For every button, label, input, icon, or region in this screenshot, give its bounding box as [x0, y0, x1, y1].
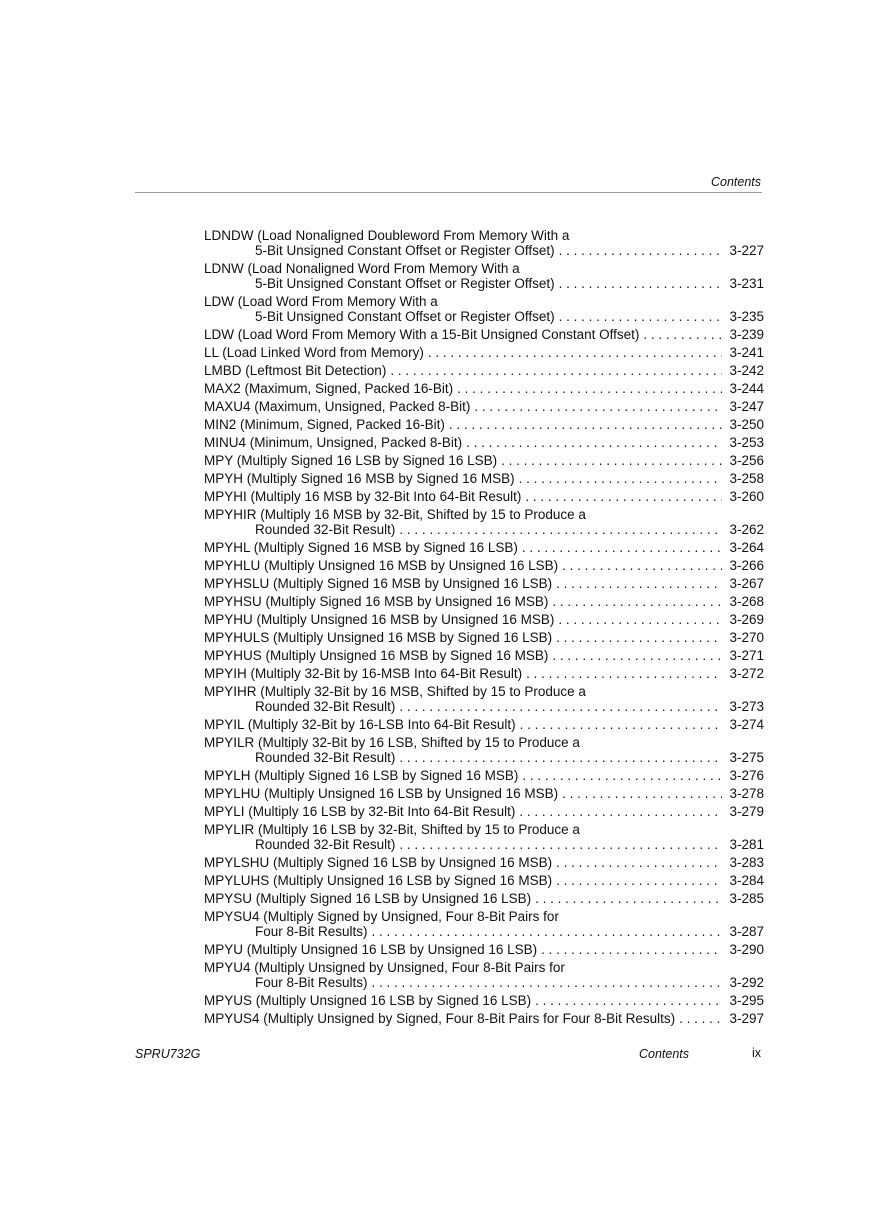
toc-entry-line: [204, 558, 764, 573]
toc-leader-dots: [399, 837, 722, 852]
toc-entry-title: Rounded 32-Bit Result): [255, 750, 396, 765]
toc-entry-line: [204, 453, 764, 468]
toc-leader-dots: [399, 522, 722, 537]
toc-leader-dots: [372, 924, 722, 939]
toc-leader-dots: [556, 873, 722, 888]
toc-entry-title: MIN2 (Minimum, Signed, Packed 16-Bit): [204, 417, 445, 432]
toc-leader-dots: [559, 309, 722, 324]
toc-page-number: 3-231: [729, 276, 764, 291]
toc-entry-title: MPYIL (Multiply 32-Bit by 16-LSB Into 64-Bit Result): [204, 717, 516, 732]
header-rule: [135, 192, 762, 193]
toc-entry[interactable]: [204, 891, 764, 909]
toc-entry-title: LDW (Load Word From Memory With a 15-Bit Unsigned Constant Offset): [204, 327, 640, 342]
toc-entry-line: [204, 327, 764, 342]
toc-leader-dots: [556, 630, 722, 645]
toc-leader-dots: [428, 345, 722, 360]
toc-page-number: 3-269: [729, 612, 764, 627]
toc-entry-title: 5-Bit Unsigned Constant Offset or Register Offset): [255, 276, 555, 291]
toc-page-number: 3-287: [729, 924, 764, 939]
toc-leader-dots: [390, 363, 722, 378]
toc-leader-dots: [522, 768, 722, 783]
toc-entry[interactable]: [204, 960, 764, 993]
toc-page-number: 3-244: [729, 381, 764, 396]
toc-page-number: 3-283: [729, 855, 764, 870]
toc-entry-title: MPYLUHS (Multiply Unsigned 16 LSB by Signed 16 MSB): [204, 873, 553, 888]
toc-entry-line: [204, 837, 764, 852]
toc-entry[interactable]: [204, 435, 764, 453]
toc-entry-title: MAX2 (Maximum, Signed, Packed 16-Bit): [204, 381, 454, 396]
toc-entry-line: [204, 435, 764, 450]
toc-entry-title: LDW (Load Word From Memory With a: [204, 294, 438, 309]
toc-entry-line: [204, 489, 764, 504]
toc-leader-dots: [526, 666, 722, 681]
toc-page-number: 3-256: [729, 453, 764, 468]
toc-entry[interactable]: [204, 594, 764, 612]
toc-leader-dots: [522, 540, 722, 555]
toc-entry[interactable]: [204, 942, 764, 960]
toc-entry-line: [204, 909, 764, 924]
toc-entry[interactable]: [204, 507, 764, 540]
toc-entry[interactable]: [204, 489, 764, 507]
toc-leader-dots: [501, 453, 722, 468]
toc-entry-line: [204, 993, 764, 1008]
toc-entry-line: [204, 924, 764, 939]
toc-leader-dots: [520, 717, 722, 732]
toc-entry-title: MPYHL (Multiply Signed 16 MSB by Signed 16 LSB): [204, 540, 518, 555]
toc-leader-dots: [643, 327, 722, 342]
toc-page-number: 3-278: [729, 786, 764, 801]
toc-entry-line: [204, 363, 764, 378]
toc-entry[interactable]: [204, 363, 764, 381]
toc-entry-line: [204, 417, 764, 432]
toc-entry-line: [204, 594, 764, 609]
toc-page-number: 3-250: [729, 417, 764, 432]
toc-entry-title: MPYHU (Multiply Unsigned 16 MSB by Unsigned 16 MSB): [204, 612, 555, 627]
toc-page-number: 3-290: [729, 942, 764, 957]
toc-leader-dots: [449, 417, 722, 432]
toc-leader-dots: [466, 435, 722, 450]
toc-entry-title: 5-Bit Unsigned Constant Offset or Register Offset): [255, 243, 555, 258]
toc-entry-title: MPYLI (Multiply 16 LSB by 32-Bit Into 64-Bit Result): [204, 804, 516, 819]
toc-page-number: 3-258: [729, 471, 764, 486]
toc-entry-line: [204, 612, 764, 627]
toc-entry-title: MPYU (Multiply Unsigned 16 LSB by Unsigned 16 LSB): [204, 942, 538, 957]
toc-entry-title: Rounded 32-Bit Result): [255, 699, 396, 714]
toc-page-number: 3-253: [729, 435, 764, 450]
toc-leader-dots: [372, 975, 722, 990]
toc-page-number: 3-284: [729, 873, 764, 888]
toc-entry-line: [204, 666, 764, 681]
toc-entry-line: [204, 891, 764, 906]
toc-entry-title: MPYH (Multiply Signed 16 MSB by Signed 16 MSB): [204, 471, 515, 486]
toc-entry-line: [204, 684, 764, 699]
toc-leader-dots: [558, 612, 722, 627]
toc-leader-dots: [556, 576, 722, 591]
toc-entry[interactable]: [204, 717, 764, 735]
toc-entry-title: MPYUS (Multiply Unsigned 16 LSB by Signed 16 LSB): [204, 993, 532, 1008]
toc-entry-line: [204, 786, 764, 801]
footer-doc-id: SPRU732G: [135, 1047, 201, 1061]
toc-entry[interactable]: [204, 993, 764, 1011]
toc-entry-title: MPYILR (Multiply 32-Bit by 16 LSB, Shifted by 15 to Produce a: [204, 735, 580, 750]
footer-section: Contents: [639, 1047, 690, 1061]
toc-entry-title: MPYHIR (Multiply 16 MSB by 32-Bit, Shifted by 15 to Produce a: [204, 507, 586, 522]
toc-entry-line: [204, 576, 764, 591]
toc-entry[interactable]: [204, 294, 764, 327]
toc-entry[interactable]: [204, 768, 764, 786]
toc-entry[interactable]: [204, 576, 764, 594]
toc-entry[interactable]: [204, 471, 764, 489]
toc-entry-title: MPYLH (Multiply Signed 16 LSB by Signed 16 MSB): [204, 768, 519, 783]
toc-entry-line: [204, 471, 764, 486]
toc-entry[interactable]: [204, 804, 764, 822]
toc-entry-line: [204, 243, 764, 258]
toc-entry-title: 5-Bit Unsigned Constant Offset or Register Offset): [255, 309, 555, 324]
footer-page-number: ix: [751, 1046, 761, 1060]
toc-leader-dots: [562, 558, 722, 573]
toc-entry[interactable]: [204, 735, 764, 768]
toc-entry-title: LL (Load Linked Word from Memory): [204, 345, 424, 360]
toc-page-number: 3-267: [729, 576, 764, 591]
toc-page-number: 3-271: [729, 648, 764, 663]
toc-entry-title: LMBD (Leftmost Bit Detection): [204, 363, 387, 378]
toc-page-number: 3-279: [729, 804, 764, 819]
toc-entry[interactable]: [204, 873, 764, 891]
toc-entry-line: [204, 1011, 764, 1026]
toc-entry[interactable]: [204, 684, 764, 717]
toc-page-number: 3-276: [729, 768, 764, 783]
toc-entry-line: [204, 768, 764, 783]
toc-page-number: 3-235: [729, 309, 764, 324]
toc-entry[interactable]: [204, 345, 764, 363]
toc-leader-dots: [535, 993, 722, 1008]
toc-leader-dots: [399, 750, 722, 765]
toc-entry-title: MPYUS4 (Multiply Unsigned by Signed, Four 8-Bit Pairs for Four 8-Bit Results): [204, 1011, 676, 1026]
toc-entry[interactable]: [204, 453, 764, 471]
toc-entry-title: MPYHI (Multiply 16 MSB by 32-Bit Into 64-Bit Result): [204, 489, 522, 504]
toc-entry-title: MPYHUS (Multiply Unsigned 16 MSB by Signed 16 MSB): [204, 648, 549, 663]
toc-entry[interactable]: [204, 261, 764, 294]
toc-entry-title: MPYSU (Multiply Signed 16 LSB by Unsigned 16 LSB): [204, 891, 532, 906]
toc-entry-title: MPYLIR (Multiply 16 LSB by 32-Bit, Shifted by 15 to Produce a: [204, 822, 580, 837]
toc-leader-dots: [562, 786, 722, 801]
toc-entry-title: MPYU4 (Multiply Unsigned by Unsigned, Four 8-Bit Pairs for: [204, 960, 565, 975]
toc-entry-line: [204, 261, 764, 276]
toc-entry-title: MAXU4 (Maximum, Unsigned, Packed 8-Bit): [204, 399, 471, 414]
toc-entry[interactable]: [204, 540, 764, 558]
header-label: Contents: [710, 175, 761, 189]
toc-entry-line: [204, 822, 764, 837]
toc-page-number: 3-242: [729, 363, 764, 378]
toc-leader-dots: [457, 381, 722, 396]
toc-leader-dots: [552, 594, 722, 609]
toc-entry-line: [204, 873, 764, 888]
toc-entry-title: Rounded 32-Bit Result): [255, 837, 396, 852]
toc-entry-line: [204, 294, 764, 309]
toc-page-number: 3-285: [729, 891, 764, 906]
toc-entry[interactable]: [204, 822, 764, 855]
toc-entry[interactable]: [204, 1011, 764, 1029]
toc-leader-dots: [519, 471, 722, 486]
toc-entry-title: MPYHULS (Multiply Unsigned 16 MSB by Signed 16 LSB): [204, 630, 553, 645]
toc-page-number: 3-270: [729, 630, 764, 645]
toc-page-number: 3-275: [729, 750, 764, 765]
toc-entry-title: LDNDW (Load Nonaligned Doubleword From Memory With a: [204, 228, 570, 243]
toc-entry-line: [204, 942, 764, 957]
toc-entry-line: [204, 750, 764, 765]
table-of-contents: [204, 228, 764, 1029]
toc-entry-line: [204, 804, 764, 819]
toc-entry-line: [204, 975, 764, 990]
toc-leader-dots: [552, 648, 722, 663]
toc-leader-dots: [474, 399, 722, 414]
toc-entry-line: [204, 735, 764, 750]
toc-entry[interactable]: [204, 558, 764, 576]
toc-entry-line: [204, 540, 764, 555]
toc-page-number: 3-239: [729, 327, 764, 342]
toc-entry-line: [204, 699, 764, 714]
toc-entry-line: [204, 507, 764, 522]
toc-entry-line: [204, 855, 764, 870]
toc-entry[interactable]: [204, 381, 764, 399]
toc-entry-title: MPY (Multiply Signed 16 LSB by Signed 16 LSB): [204, 453, 498, 468]
toc-page-number: 3-292: [729, 975, 764, 990]
toc-page-number: 3-266: [729, 558, 764, 573]
toc-entry-title: Rounded 32-Bit Result): [255, 522, 396, 537]
toc-entry-title: MINU4 (Minimum, Unsigned, Packed 8-Bit): [204, 435, 463, 450]
toc-page-number: 3-274: [729, 717, 764, 732]
toc-leader-dots: [525, 489, 722, 504]
toc-entry[interactable]: [204, 909, 764, 942]
toc-entry[interactable]: [204, 648, 764, 666]
toc-entry[interactable]: [204, 786, 764, 804]
toc-entry-line: [204, 345, 764, 360]
toc-entry-line: [204, 276, 764, 291]
toc-entry-line: [204, 648, 764, 663]
toc-page-number: 3-272: [729, 666, 764, 681]
toc-leader-dots: [679, 1011, 722, 1026]
toc-entry-title: MPYLHU (Multiply Unsigned 16 LSB by Unsigned 16 MSB): [204, 786, 559, 801]
toc-page-number: 3-264: [729, 540, 764, 555]
toc-page-number: 3-260: [729, 489, 764, 504]
toc-entry-line: [204, 522, 764, 537]
toc-page-number: 3-295: [729, 993, 764, 1008]
toc-leader-dots: [559, 243, 722, 258]
toc-entry[interactable]: [204, 327, 764, 345]
toc-entry-line: [204, 228, 764, 243]
toc-page-number: 3-241: [729, 345, 764, 360]
toc-entry-line: [204, 381, 764, 396]
toc-entry-line: [204, 399, 764, 414]
toc-entry-title: MPYHLU (Multiply Unsigned 16 MSB by Unsigned 16 LSB): [204, 558, 559, 573]
toc-entry-title: MPYHSLU (Multiply Signed 16 MSB by Unsigned 16 LSB): [204, 576, 553, 591]
toc-entry-title: Four 8-Bit Results): [255, 975, 368, 990]
toc-entry-title: MPYLSHU (Multiply Signed 16 LSB by Unsigned 16 MSB): [204, 855, 553, 870]
toc-entry[interactable]: [204, 399, 764, 417]
toc-entry[interactable]: [204, 630, 764, 648]
toc-entry[interactable]: [204, 228, 764, 261]
toc-entry-title: MPYHSU (Multiply Signed 16 MSB by Unsigned 16 MSB): [204, 594, 549, 609]
toc-page-number: 3-297: [729, 1011, 764, 1026]
toc-entry-title: MPYSU4 (Multiply Signed by Unsigned, Four 8-Bit Pairs for: [204, 909, 559, 924]
toc-entry[interactable]: [204, 612, 764, 630]
toc-page-number: 3-262: [729, 522, 764, 537]
toc-leader-dots: [519, 804, 722, 819]
toc-leader-dots: [535, 891, 722, 906]
toc-page-number: 3-281: [729, 837, 764, 852]
toc-page-number: 3-273: [729, 699, 764, 714]
toc-leader-dots: [559, 276, 722, 291]
toc-entry-title: LDNW (Load Nonaligned Word From Memory With a: [204, 261, 520, 276]
toc-entry-line: [204, 630, 764, 645]
toc-entry-line: [204, 309, 764, 324]
toc-page-number: 3-268: [729, 594, 764, 609]
toc-entry-title: Four 8-Bit Results): [255, 924, 368, 939]
toc-page-number: 3-247: [729, 399, 764, 414]
toc-leader-dots: [556, 855, 722, 870]
toc-entry-line: [204, 960, 764, 975]
toc-entry[interactable]: [204, 666, 764, 684]
toc-leader-dots: [541, 942, 722, 957]
toc-entry-title: MPYIHR (Multiply 32-Bit by 16 MSB, Shifted by 15 to Produce a: [204, 684, 586, 699]
toc-leader-dots: [399, 699, 722, 714]
toc-page-number: 3-227: [729, 243, 764, 258]
toc-entry-title: MPYIH (Multiply 32-Bit by 16-MSB Into 64-Bit Result): [204, 666, 523, 681]
toc-entry[interactable]: [204, 417, 764, 435]
toc-entry-line: [204, 717, 764, 732]
toc-entry[interactable]: [204, 855, 764, 873]
